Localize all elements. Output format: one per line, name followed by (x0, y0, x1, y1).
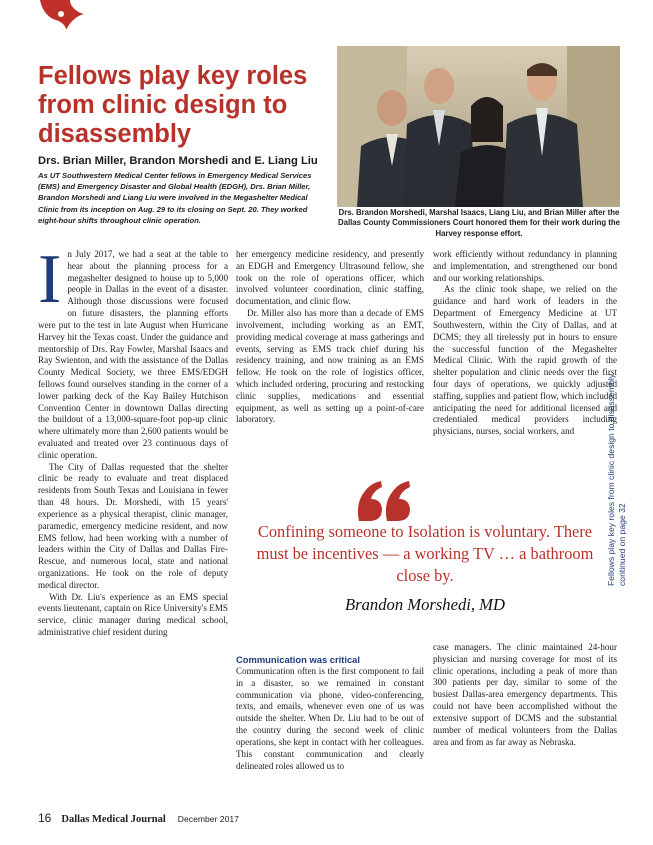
article-intro: As UT Southwestern Medical Center fellows in Emergency Medical Services (EMS) and Emergency Disaster and Global Health (EDGH), Drs. Brian Miller, Brandon Morshedi and Liang Liu were involved in the Megashelter Medical Clinic from its inception on Aug. 29 to its closing on Sept. 20. They worked eight-hour shifts throughout clinic operation. (38, 171, 312, 225)
quotation-mark-icon (355, 477, 415, 523)
page-number: 16 (38, 811, 52, 825)
continuation-title: Fellows play key roles from clinic design to disassembly (606, 373, 616, 586)
body-paragraph: Dr. Miller also has more than a decade of EMS involvement, including working as an EMT, providing medical coverage at mass gatherings and events, serving as EMS track chief during his residency training, and now training as an EMS fellow. He took on the role of logistics officer, which included ordering, procuring and restocking clinic supplies, medications and essential equipment, as well as setting up a point-of-care laboratory. (236, 308, 424, 425)
body-column-2-lower (236, 654, 424, 772)
body-column-3 (433, 249, 617, 438)
issue-date: December 2017 (177, 814, 239, 824)
article-title: Fellows play key roles from clinic design to disassembly (38, 62, 308, 148)
page-footer (38, 809, 338, 827)
hurricane-logo-icon (36, 0, 86, 36)
continuation-note[interactable] (606, 346, 646, 586)
article-authors: Drs. Brian Miller, Brandon Morshedi and E. Liang Liu (38, 155, 318, 167)
body-paragraph: her emergency medicine residency, and presently an EDGH and Emergency Ultrasound fellow, she took on the role of operations officer, which involved volunteer coordination, clinic staffing, documentation, and clinic flow. (236, 249, 424, 307)
group-photo (337, 46, 620, 207)
body-paragraph: The City of Dallas requested that the shelter clinic be ready to evaluate and treat displaced residents from South Texas and Louisiana in fewer than 48 hours. Dr. Morshedi, with 15 years' experience as a physical therapist, clinic manager, paramedic, emergency medicine resident, and now EMS fellow, had been working with a number of leaders within the City of Dallas and Dallas Fire-Rescue, and numerous local, state and national organizations. He took on the role of deputy medical director. (38, 461, 228, 590)
body-paragraph: As the clinic took shape, we relied on the guidance and hard work of leaders in the Department of Emergency Medicine at UT Southwestern, within the City of Dallas, and at DCMS; they all tirelessly put in hours to ensure the successful function of the Megashelter Medical Clinic. With the rapid growth of the shelter population and clinic needs over the first four days of operations, we quickly adjusted staffing, supplies and patient flow, which included anticipating the need for additional licensed and credentialed medical providers including physicians, nurses, social workers, and (433, 284, 617, 437)
body-paragraph: case managers. The clinic maintained 24-hour physician and nursing coverage for most of its clinic operations, including a peak of more than 300 patients per day, similar to some of the busiest Dallas-area emergency departments. This could not have been accomplished without the extensive support of DCMS and the substantial number of medical volunteers from the Dallas area and from as far away as Nebraska. (433, 642, 617, 747)
body-column-3-lower (433, 642, 617, 748)
body-paragraph: Communication often is the first component to fail in a disaster, so we remained in constant communication via phone, video-conferencing, texts, and emails, whenever even one of us was outside the shelter. When Dr. Liu had to be out of the country during the second week of clinic operations, she kept in contact with her colleagues. This constant communication and clearly delineated roles allowed us to (236, 666, 424, 771)
pull-quote-author: Brandon Morshedi, MD (345, 595, 505, 614)
pull-quote-text: Confining someone to Isolation is voluntary. There must be incentives — a working TV … a bathroom close by. (256, 522, 594, 585)
section-heading: Communication was critical (236, 654, 360, 665)
magazine-name: Dallas Medical Journal (61, 814, 166, 825)
body-column-2 (236, 249, 424, 426)
continuation-page: continued on page 32 (617, 503, 627, 586)
body-paragraph: n July 2017, we had a seat at the table to hear about the planning process for a megashelter designed to house up to 5,000 people in Dallas in the event of a disaster. Although those discussions were focused on future disasters, the planning efforts were put to the test in late August when Hurricane Harvey hit the Texas coast. Under the guidance and mentorship of Drs. Ray Fowler, Marshal Isaacs and Ray Swienton, and with the assistance of the Dallas County Medical Society, we three EMS/EDGH fellows found ourselves standing in the corner of a lower parking deck of the Kay Bailey Hutchison Convention Center in downtown Dallas directing the buildout of a 13,000-square-foot pop-up clinic where ultimately more than 2,600 patients would be evaluated and treated over 23 continuous days of clinic operation. (38, 249, 228, 460)
photo-caption: Drs. Brandon Morshedi, Marshal Isaacs, Liang Liu, and Brian Miller after the Dallas County Commissioners Court honored them for their work during the Harvey response effort. (337, 208, 620, 238)
drop-cap: I (38, 241, 62, 318)
body-column-1 (38, 241, 228, 639)
body-paragraph: With Dr. Liu's experience as an EMS special events lieutenant, captain on Rice University's EMS service, clinic manager during medical school, administrative chief resident during (38, 591, 228, 637)
body-paragraph: work efficiently without redundancy in planning and implementation, and strengthened our bond and our working relationships. (433, 249, 617, 283)
